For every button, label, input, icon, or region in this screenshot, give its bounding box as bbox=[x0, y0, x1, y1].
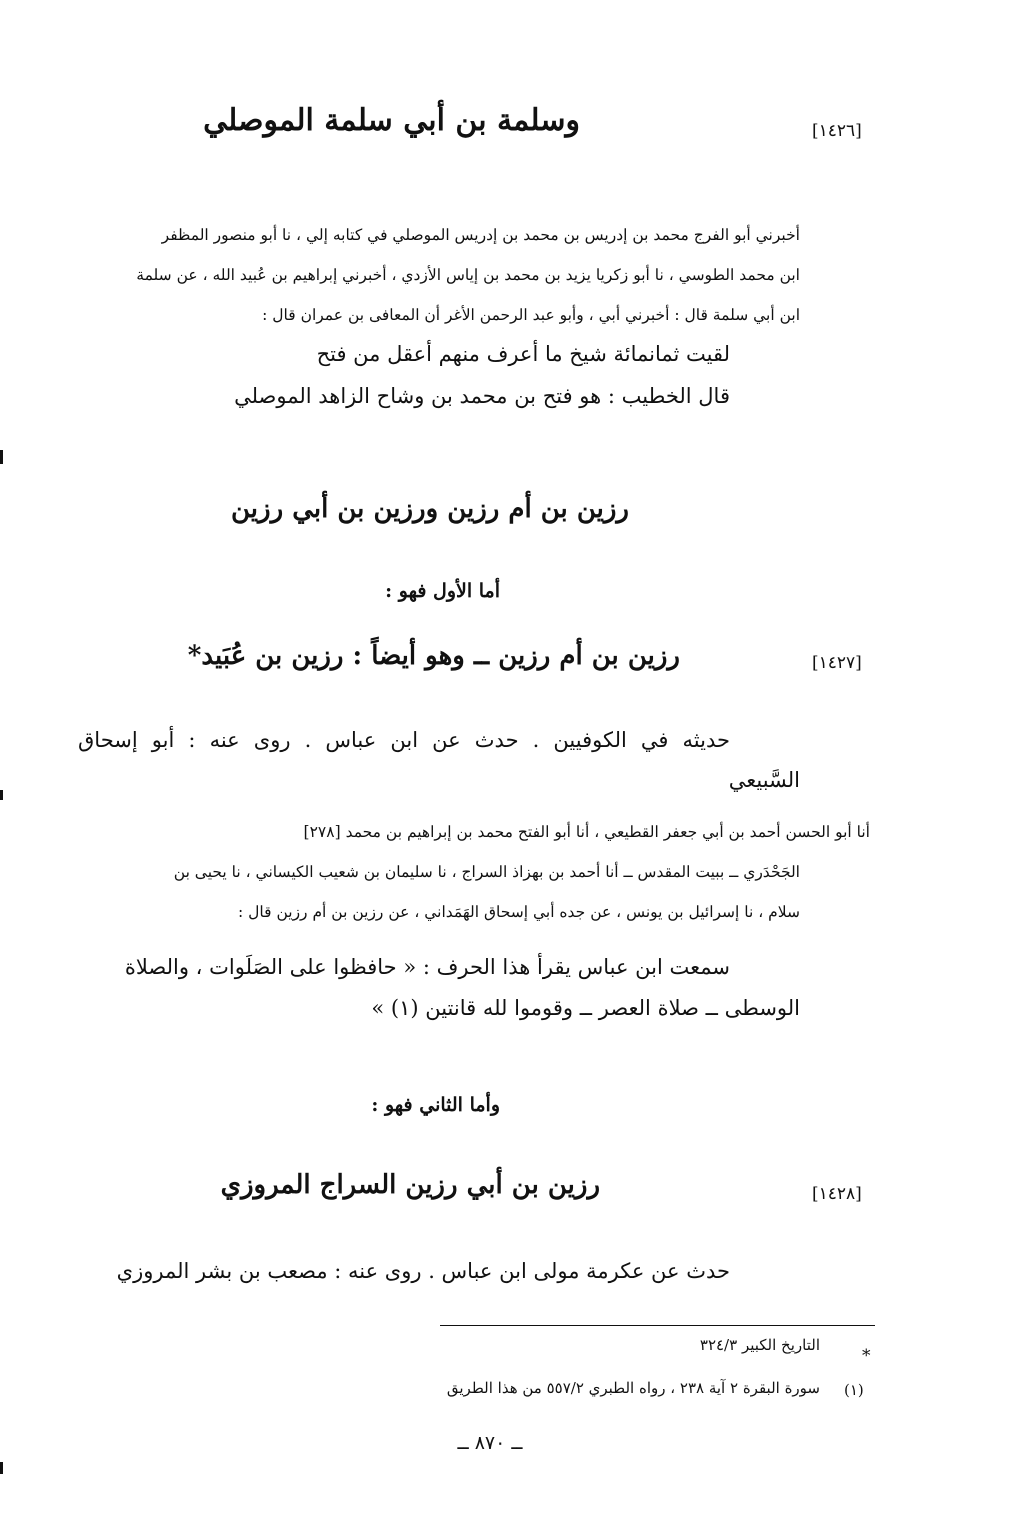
footnote-text: سورة البقرة ٢ آية ٢٣٨ ، رواه الطبري ٥٥٧/٢ من هذا الطريق bbox=[446, 1379, 820, 1397]
quote-1426: لقيت ثمانمائة شيخ ما أعرف منهم أعقل من فتح bbox=[316, 342, 730, 366]
footnote-marker: * bbox=[862, 1346, 871, 1366]
quote-1427-line: الوسطى ــ صلاة العصر ــ وقوموا لله قانتين (١) » bbox=[371, 996, 800, 1020]
isnad-line: ابن أبي سلمة قال : أخبرني أبي ، وأبو عبد الرحمن الأغر أن المعافى بن عمران قال : bbox=[262, 306, 800, 324]
khatib-note: قال الخطيب : هو فتح بن محمد بن وشاح الزاهد الموصلي bbox=[234, 384, 730, 408]
isnad-1427 bbox=[78, 812, 870, 932]
first-intro: أما الأول فهو : bbox=[385, 580, 500, 602]
page-number: ــ ٨٧٠ ــ bbox=[457, 1432, 523, 1454]
footnote-rule bbox=[440, 1325, 875, 1326]
scan-edge-mark bbox=[0, 1462, 3, 1474]
isnad-line: أنا أبو الحسن أحمد بن أبي جعفر القطيعي ، أنا أبو الفتح محمد بن إبراهيم بن محمد [٢٧٨] bbox=[303, 823, 870, 841]
entry-number-1427: [١٤٢٧] bbox=[812, 653, 862, 673]
entry-number-1426: [١٤٢٦] bbox=[812, 121, 862, 141]
scan-edge-mark bbox=[0, 450, 3, 464]
isnad-line: الجَحْدَري ــ ببيت المقدس ــ أنا أحمد بن بهزاذ السراج ، نا سليمان بن شعيب الكيساني ، نا يحيى بن bbox=[173, 863, 800, 881]
quote-1427-line: سمعت ابن عباس يقرأ هذا الحرف : « حافظوا على الصَلَوات ، والصلاة bbox=[124, 955, 730, 979]
entry-title-1428: رزين بن أبي رزين السراج المروزي bbox=[220, 1170, 600, 1200]
isnad-line: سلام ، نا إسرائيل بن يونس ، عن جده أبي إسحاق الهَمَداني ، عن رزين بن أم رزين قال : bbox=[237, 903, 800, 921]
isnad-line: أخبرني أبو الفرج محمد بن إدريس بن محمد بن إدريس الموصلي في كتابه إلي ، نا أبو منصور المظفر bbox=[161, 226, 800, 244]
entry-title-1426: وسلمة بن أبي سلمة الموصلي bbox=[203, 103, 580, 138]
second-intro: وأما الثاني فهو : bbox=[371, 1094, 500, 1116]
scan-edge-mark bbox=[0, 790, 3, 800]
footnote-marker: (١) bbox=[844, 1381, 864, 1399]
bio-1428: حدث عن عكرمة مولى ابن عباس . روى عنه : مصعب بن بشر المروزي bbox=[116, 1259, 730, 1283]
entry-number-1428: [١٤٢٨] bbox=[812, 1184, 862, 1204]
isnad-line: ابن محمد الطوسي ، نا أبو زكريا يزيد بن محمد بن إياس الأزدي ، أخبرني إبراهيم بن عُبيد الله ، عن سلمة bbox=[136, 266, 800, 284]
entry-title-1427: رزين بن أم رزين ــ وهو أيضاً : رزين بن عُبَيد* bbox=[187, 641, 680, 671]
footnote-text: التاريخ الكبير ٣٢٤/٣ bbox=[699, 1336, 820, 1354]
bio-1427-line: حديثه في الكوفيين . حدث عن ابن عباس . روى عنه : أبو إسحاق bbox=[78, 728, 730, 752]
bio-1427-line: السَّبيعي bbox=[728, 768, 800, 792]
section-title: رزين بن أم رزين ورزين بن أبي رزين bbox=[231, 494, 629, 524]
isnad-1426 bbox=[78, 215, 800, 335]
